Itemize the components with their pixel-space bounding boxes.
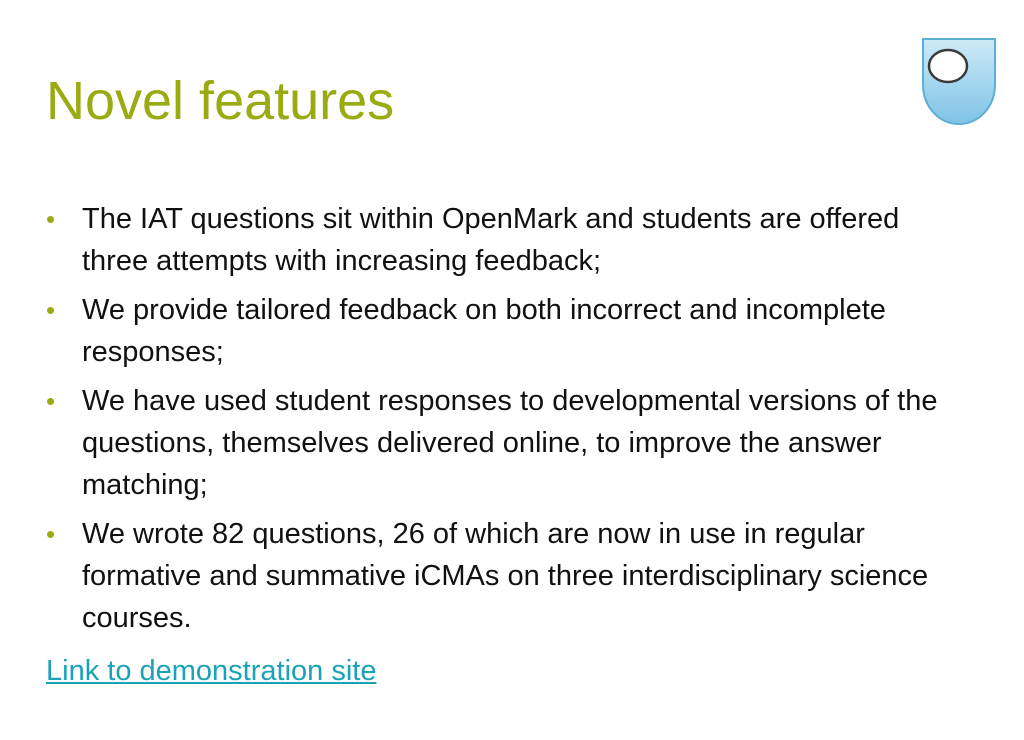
list-item: [46, 289, 966, 373]
bullet-icon: •: [46, 204, 56, 234]
slide-title: Novel features: [46, 71, 395, 131]
list-item: [46, 380, 966, 506]
bullet-text: We have used student responses to developmental versions of the questions, themselves delivered online, to improve the answer matching;: [82, 385, 938, 501]
bullet-text: We wrote 82 questions, 26 of which are now in use in regular formative and summative iCMAs on three interdisciplinary science courses.: [82, 518, 929, 634]
bullet-icon: •: [46, 386, 56, 416]
bullet-icon: •: [46, 295, 56, 325]
bullet-text: The IAT questions sit within OpenMark and students are offered three attempts with increasing feedback;: [82, 203, 900, 277]
list-item: [46, 198, 966, 282]
bullet-icon: •: [46, 519, 56, 549]
list-item: [46, 513, 966, 639]
demonstration-site-link[interactable]: Link to demonstration site: [46, 655, 377, 687]
open-university-shield-icon: [920, 36, 998, 128]
bullet-text: We provide tailored feedback on both incorrect and incomplete responses;: [82, 294, 886, 368]
bullet-list: [46, 198, 966, 646]
